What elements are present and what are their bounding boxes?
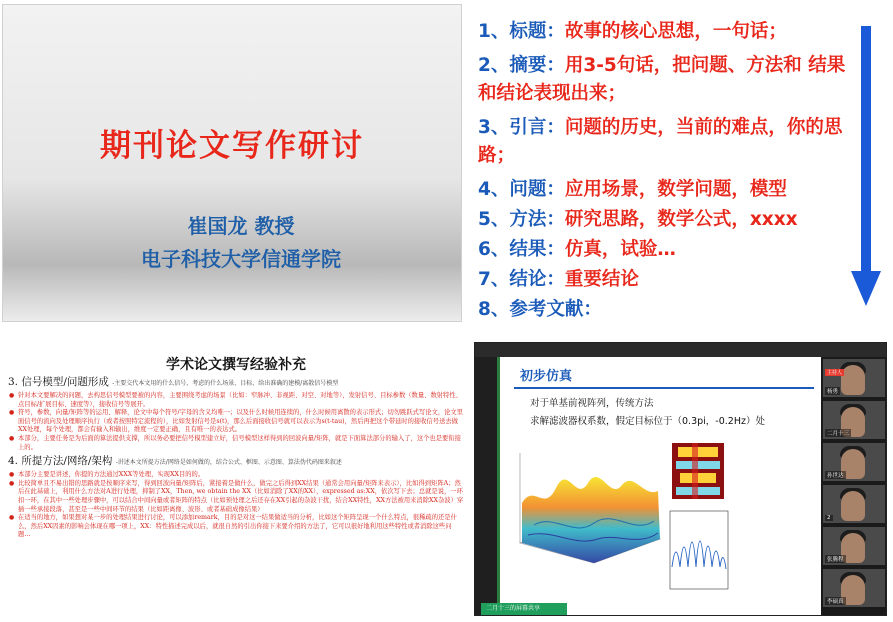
outline-item: 2、摘要：用3-5句话，把问题、方法和 结果和结论表现出来；	[478, 55, 846, 104]
bullet-item: ● 比较简单且不易出错的思路就是按顺序来写，得到回波向量/矩阵后，紧接着是做什么，做完之后得到XX结果（通常会用向量/矩阵来表示），比如得到矩阵A；然后在此基础上，利用什么方法对A进行处理，抑制了XX，Then, we obtain the XX（比如消除了XX的XX），expressed as:XX，依次写下去；总就是说，一环扣一环，在其中一些处理步骤中，可以结合中间向量或者矩阵的特点（比如预处理之后还存在XX引起的杂波干扰，结合XX特性，XX方法被用来消除XX杂波）穿插一些承接段落，甚至是一些中间环节的结果（比如距离像、波形、或者基础成像结果）	[8, 480, 464, 514]
participant-tile[interactable]: 李硕真	[823, 569, 885, 607]
outline-slide-panel	[466, 4, 891, 322]
bullet-item: ● 符号，参数，向量/矩阵等的运用、解释，论文中每个符号/字母的含义均唯一；以及什么时候用连续的，什么时候用离散的表示形式；切勿跳跃式写论文，论文里面信号的流向及处理顺序执行（或者按照特定流程的），比如发射信号是s(t)，那么后面接收信号就可以表示为s(t-tau)，然后再把这个带延时的接收信号送去做XX处理，每个处理，都会有输入和输出，维度一定要正确，且有唯一的表达式。	[8, 409, 464, 435]
section-heading: 4. 所提方法/网络/架构 -讲述本文所提方法/网络是如何做的，结合公式、框图、示意图、算法伪代码图来叙述	[8, 455, 342, 468]
outline-item: 6、结果：仿真，试验…	[478, 239, 676, 260]
outline-list	[478, 18, 853, 324]
participant-tile[interactable]: 孙世达	[823, 443, 885, 481]
meeting-sidebar	[475, 357, 497, 616]
surface-plot	[514, 443, 664, 591]
participant-tile[interactable]: 二月十三	[823, 401, 885, 439]
outline-item: 3、引言：问题的历史，当前的难点，你的思路；	[478, 117, 843, 166]
shared-slide-line1: 对于单基前视阵列，传统方法	[530, 398, 654, 409]
participant-tile[interactable]: 张腾程	[823, 527, 885, 565]
meeting-top-bar	[475, 343, 886, 357]
bullet-item: ● 本部分，主要任务是为后面的算法提供支撑，所以务必要把信号模型建立好，信号模型这样得到的回波向量/矩阵，就是下面算法部分的输入了，这个也是要衔接上的。	[8, 435, 464, 452]
title-slide-panel	[2, 4, 462, 322]
outline-item: 7、结论：重要结论	[478, 269, 639, 290]
document-title: 学术论文撰写经验补充	[166, 357, 306, 373]
participant-tile[interactable]: 2	[823, 485, 885, 523]
line-plot	[666, 507, 732, 597]
participant-list	[821, 357, 887, 616]
slide-affiliation: 电子科技大学信通学院	[141, 247, 341, 271]
shared-slide-heading: 初步仿真	[520, 369, 573, 384]
bullet-item: ● 本部分主要是讲述，你提的方法通过XXX等处理，实现XX目的的。	[8, 471, 464, 480]
outline-item: 4、问题：应用场景，数学问题，模型	[478, 179, 787, 200]
video-meeting-panel	[474, 342, 887, 616]
outline-item: 5、方法：研究思路，数学公式，xxxx	[478, 209, 798, 230]
participant-tile[interactable]: 主持人 杨勇	[823, 359, 885, 397]
bullet-item: ● 在适当的地方，如果想对某一步的处理结果进行讨论，可以添加remark，目的是对这一结果做适当的分析，比如这个矩阵呈现一个什么特点，很稀疏的还是什么，然后XX因素的影响会体现在哪一项上，XX：特性描述完成以后，就很自然的引出你接下来要介绍的方法了，它可以很好地利用这些特性或者消除这些问题…	[8, 514, 464, 540]
shared-slide-line2: 求解滤波器权系数，假定目标位于（0.3pi，-0.2Hz）处	[530, 416, 765, 427]
heading-rule	[514, 387, 814, 389]
document-panel	[2, 330, 470, 620]
screen-share-label[interactable]: 二月十三的屏幕共享	[481, 603, 567, 615]
slide-title: 期刊论文写作研讨	[100, 128, 364, 164]
shared-slide	[497, 357, 821, 605]
outline-item: 8、参考文献：	[478, 299, 602, 320]
document-body	[8, 374, 464, 540]
slide-author: 崔国龙 教授	[187, 214, 295, 238]
heatmap-plot	[670, 441, 728, 503]
section-heading: 3. 信号模型/问题形成 -主要交代本文用的什么信号，考虑的什么场景、目标，给出准确的建模/离散信号模型	[8, 376, 339, 388]
arrow-down-icon	[851, 26, 881, 306]
bullet-item: ● 针对本文要解决的问题，去构思信号模型要被的内容，主要围绕考虑的场景（比如：窄脉冲、非视距、对空、对地等），发射信号、目标参数（数量、数射特性、点目标/扩展目标、速度等），接收信号等展开。	[8, 392, 464, 409]
outline-item: 1、标题：故事的核心思想，一句话；	[478, 21, 787, 42]
